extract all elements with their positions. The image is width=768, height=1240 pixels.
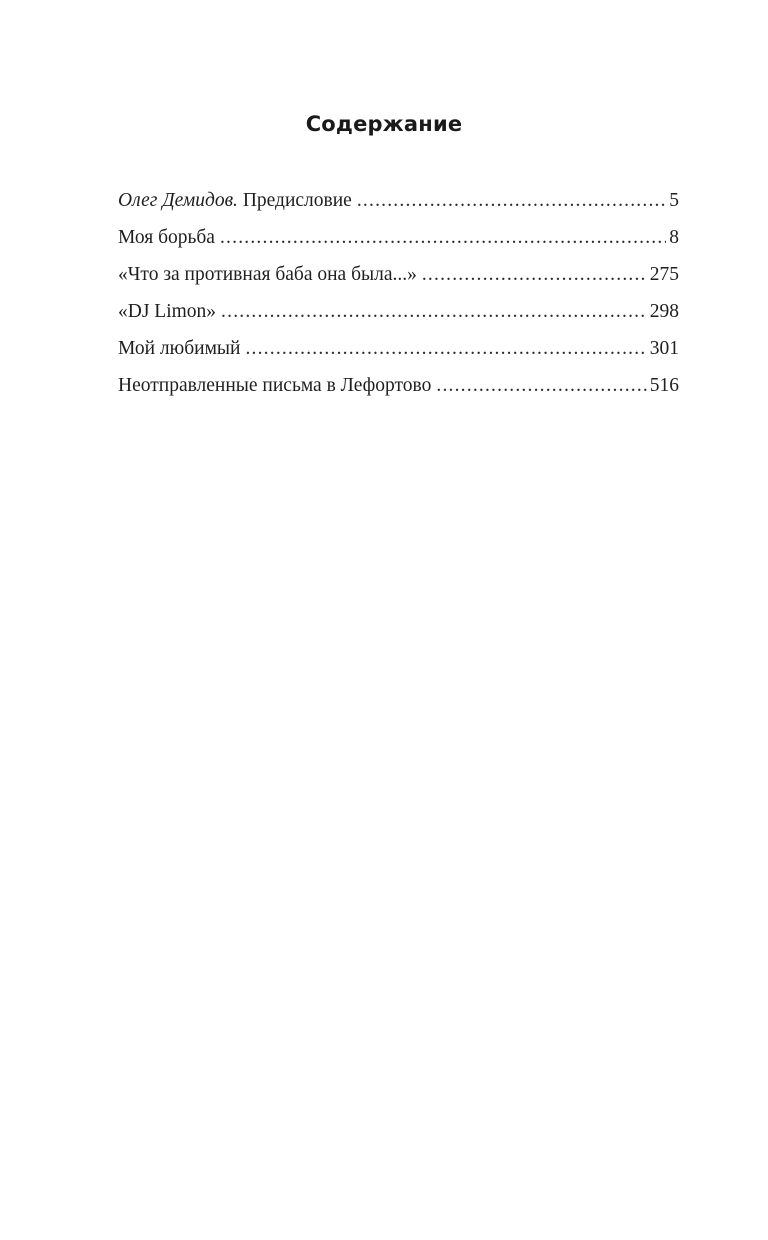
dot-leader: [422, 260, 647, 290]
dot-leader: [357, 186, 666, 216]
toc-entry-label: Моя борьба: [118, 227, 215, 248]
toc-entry: [118, 186, 679, 223]
toc-entry: [118, 297, 679, 334]
toc-entry-title: [118, 260, 417, 290]
toc-entry-page: 8: [669, 227, 679, 248]
toc-entry-label: «Что за противная баба она была...»: [118, 264, 417, 285]
toc-entry-label: Предисловие: [237, 190, 352, 211]
toc-entry-label: Мой любимый: [118, 338, 241, 359]
toc-entry: [118, 371, 679, 408]
dot-leader: [220, 223, 666, 253]
toc-entry-page: 298: [649, 301, 679, 322]
toc-entry-title: [118, 297, 216, 327]
toc-entry-title: [118, 334, 240, 364]
dot-leader: [436, 371, 646, 401]
toc-entry-page: 301: [649, 338, 679, 359]
page-title: Содержание: [305, 112, 463, 136]
toc-entry-page: 275: [649, 264, 679, 285]
toc-entry: [118, 223, 679, 260]
toc-entry-title: [118, 186, 352, 216]
toc-entry-title: [118, 371, 431, 401]
dot-leader: [245, 334, 646, 364]
toc-entry: [118, 334, 679, 371]
toc-entry-page: 5: [669, 190, 679, 211]
toc-entry-label: Неотправленные письма в Лефортово: [118, 375, 432, 396]
toc-entry-label: «DJ Limon»: [118, 301, 217, 322]
toc-entry: [118, 260, 679, 297]
toc-entry-page: 516: [649, 375, 679, 396]
dot-leader: [221, 297, 647, 327]
table-of-contents: [118, 186, 679, 408]
toc-entry-author: Олег Демидов.: [118, 190, 238, 211]
toc-entry-title: [118, 223, 215, 253]
